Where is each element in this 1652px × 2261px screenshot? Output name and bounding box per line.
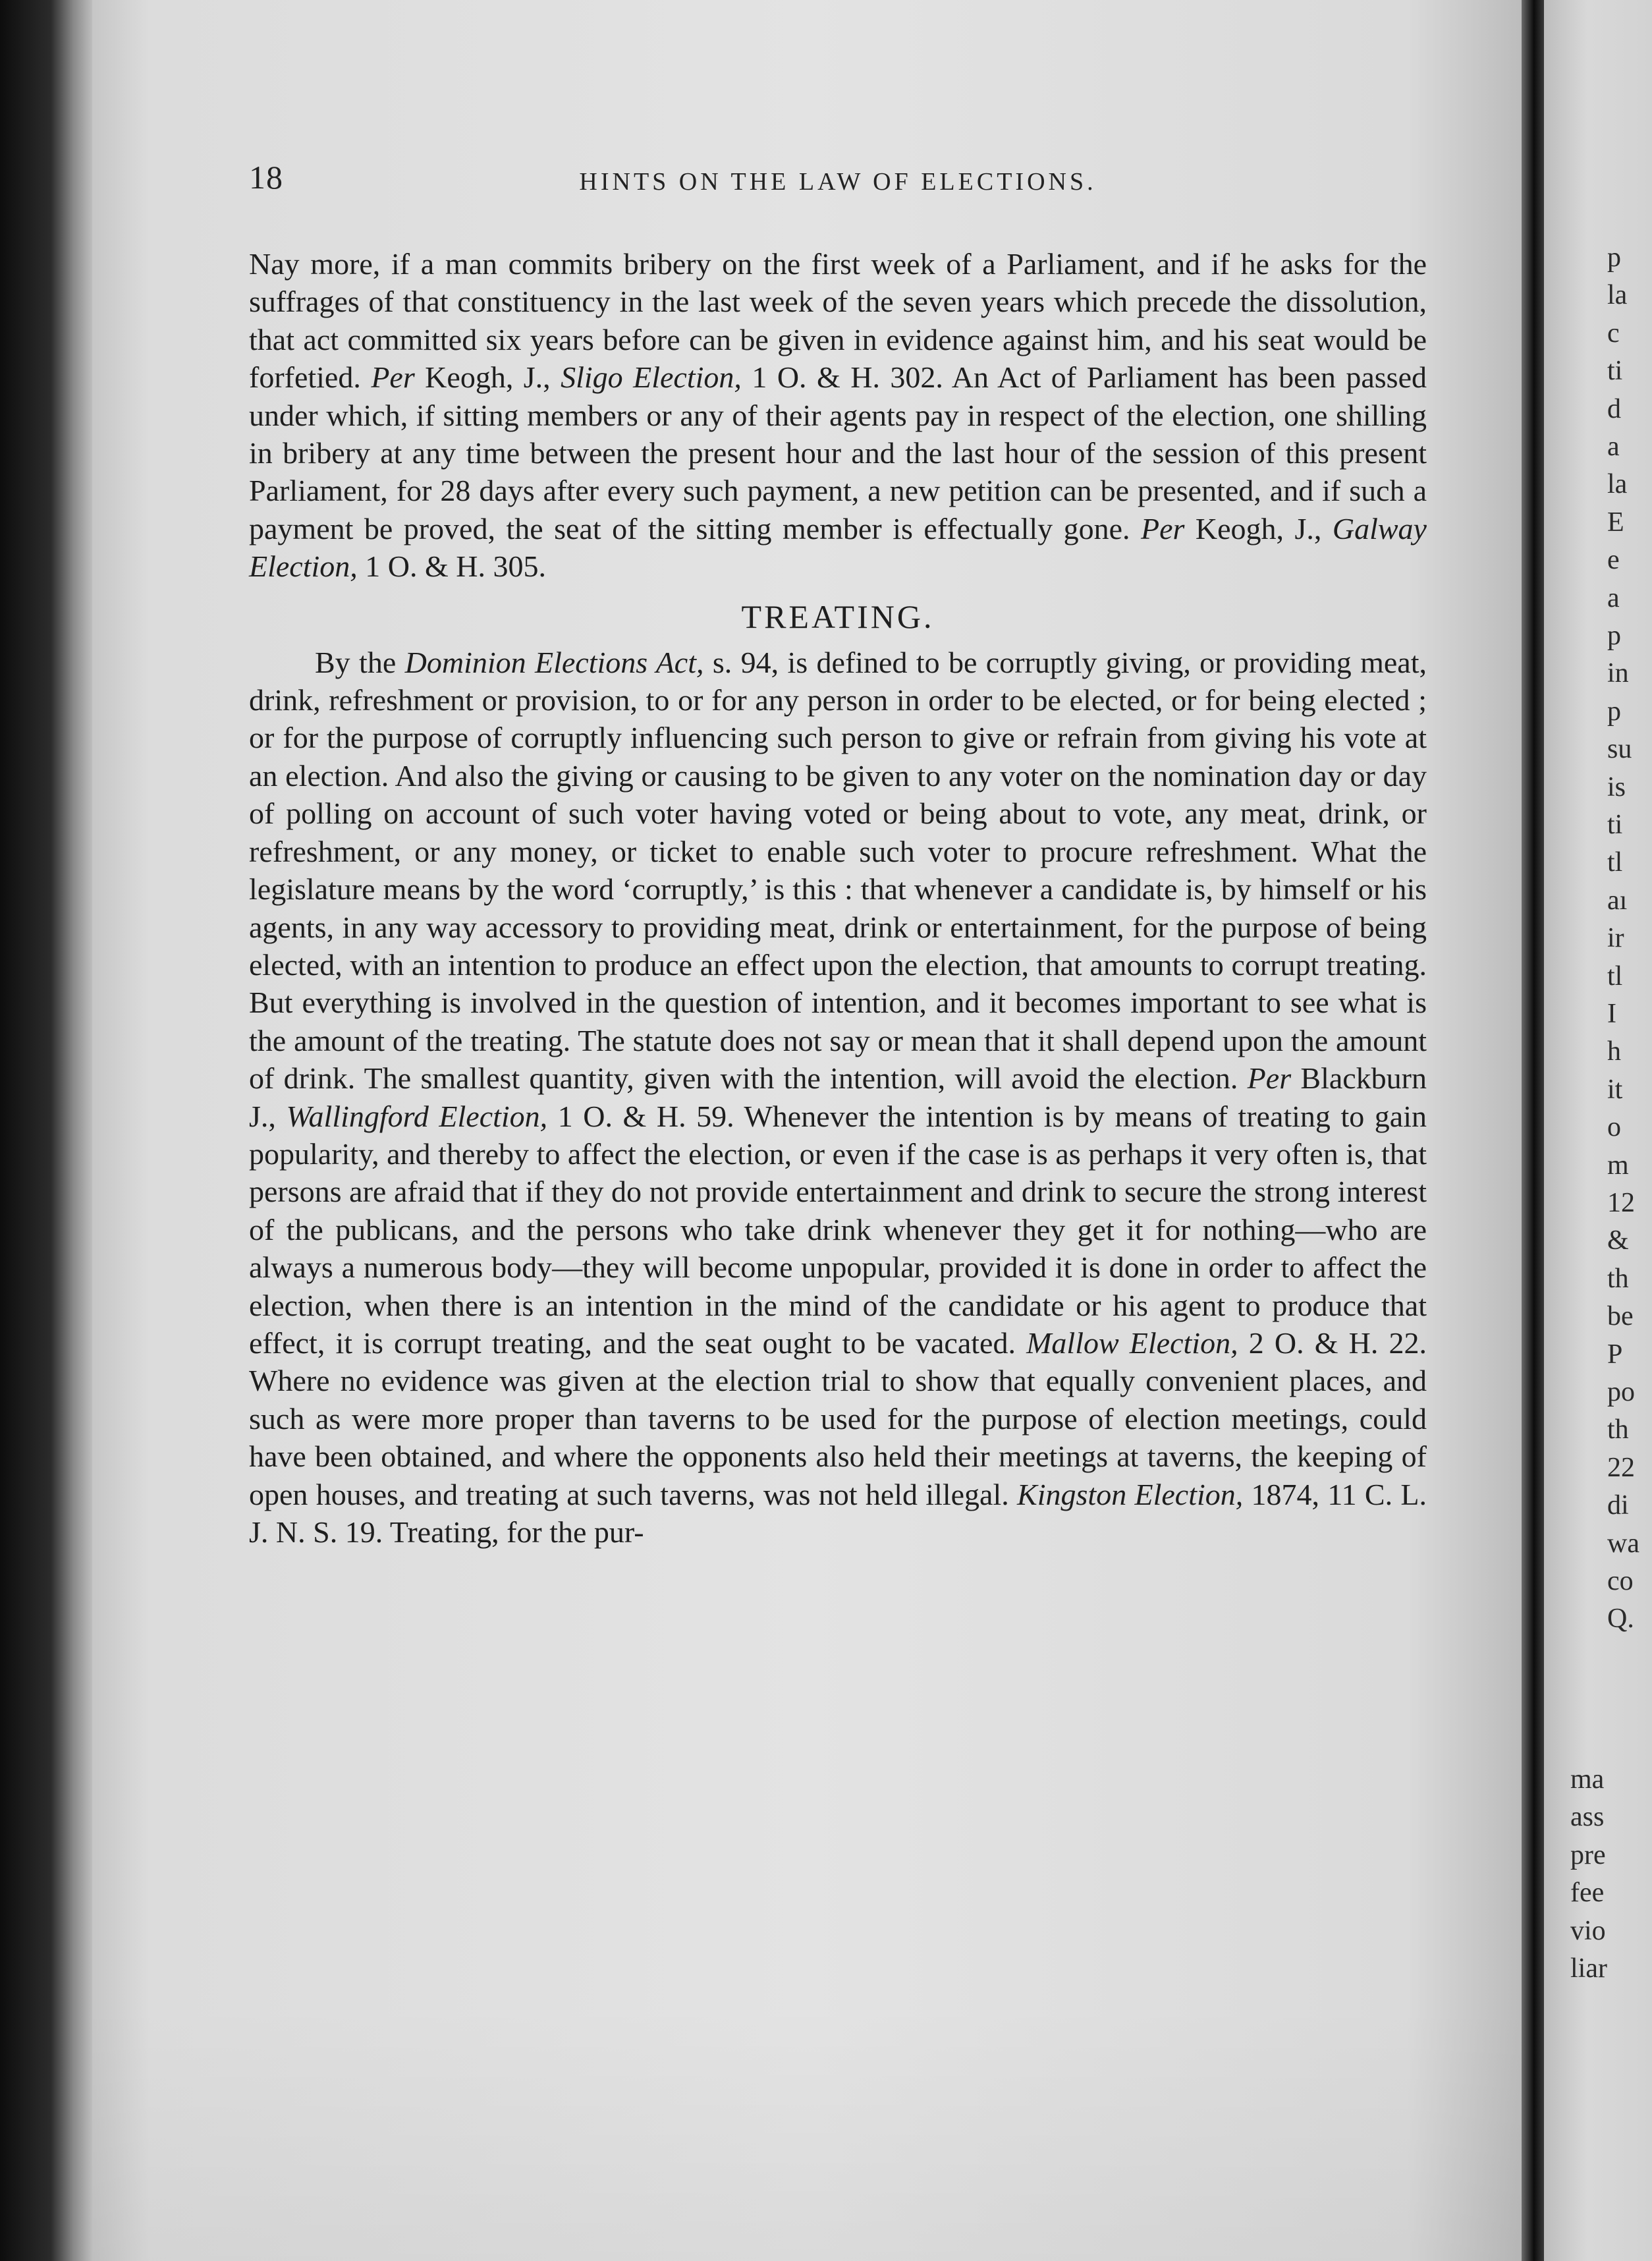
facing-page-text-fragment: p <box>1607 621 1621 651</box>
scan-left-edge <box>0 0 92 2261</box>
facing-page-text-fragment: th <box>1607 1414 1629 1445</box>
paragraph-treating: By the Dominion Elections Act, s. 94, is defined to be corruptly giving, or providing meat, drink, refreshment or provision, to or for any person in order to be elected, or for being elected ; or for the purpose of corruptly influencing such person to give or refrain from giving his vote at an election. And also the giving or causing to be given to any voter on the nomination day or day of polling on account of such voter having voted or being about to vote, any meat, drink, or refreshment, or any money, or ticket to enable such voter to procure refreshment. What the legislature means by the word ‘corruptly,’ is this : that whenever a candidate is, by himself or his agents, in any way accessory to providing meat, drink or entertainment, for the purpose of being elected, with an intention to produce an effect upon the election, that amounts to corrupt treating. But everything is involved in the question of intention, and it becomes important to see what is the amount of the treating. The statute does not say or mean that it shall depend upon the amount of drink. The smallest quantity, given with the intention, will avoid the election. Per Blackburn J., Wallingford Election, 1 O. & H. 59. Whenever the intention is by means of treating to gain popularity, and thereby to affect the election, or even if the case is as perhaps it very often is, that persons are afraid that if they do not provide entertainment and drink to secure the strong interest of the publicans, and the persons who take drink whenever they get it for nothing—who are always a numerous body—they will become unpopular, provided it is done in order to affect the election, when there is an intention in the mind of the candidate or his agent to produce that effect, it is corrupt treating, and the seat ought to be vacated. Mallow Election, 2 O. & H. 22. Where no evidence was given at the election trial to show that equally convenient places, and such as were more proper than taverns to be used for the purpose of election meetings, could have been obtained, and where the opponents also held their meetings at taverns, the keeping of open houses, and treating at such taverns, was not held illegal. Kingston Election, 1874, 11 C. L. J. N. S. 19. Treating, for the pur- <box>249 645 1427 1549</box>
facing-page-text-fragment: be <box>1607 1301 1634 1332</box>
facing-page-text-fragment: wa <box>1607 1528 1639 1559</box>
facing-page-text-fragment: po <box>1607 1377 1635 1407</box>
facing-page-text-fragment: 12 <box>1607 1188 1635 1218</box>
facing-page-fragment <box>1544 0 1652 2261</box>
facing-page-text-fragment: in <box>1607 658 1629 689</box>
facing-page-text-fragment: pre <box>1570 1839 1606 1870</box>
facing-page-text-fragment: a <box>1607 432 1620 462</box>
section-heading: TREATING. <box>741 598 935 635</box>
facing-page-text-fragment: m <box>1607 1150 1629 1181</box>
facing-page-text-fragment: is <box>1607 771 1626 802</box>
facing-page-text-fragment: & <box>1607 1225 1629 1256</box>
page-number: 18 <box>249 159 283 196</box>
facing-page-text-fragment: ma <box>1570 1764 1605 1795</box>
facing-page-text-fragment: su <box>1607 734 1632 765</box>
facing-page-text-fragment: la <box>1607 280 1628 311</box>
facing-page-text-fragment: aı <box>1607 885 1628 916</box>
page-shading <box>92 2003 1522 2261</box>
facing-page-text-fragment: 22 <box>1607 1452 1635 1483</box>
facing-page-text-fragment: c <box>1607 318 1620 349</box>
facing-page-text-fragment: p <box>1607 242 1621 273</box>
facing-page-text-fragment: h <box>1607 1036 1621 1067</box>
facing-page-text-fragment: vio <box>1570 1915 1606 1946</box>
facing-page-text-fragment: o <box>1607 1112 1621 1143</box>
facing-page-text-fragment: I <box>1607 999 1616 1029</box>
facing-page-text-fragment: P <box>1607 1339 1623 1370</box>
facing-page-text-fragment: co <box>1607 1566 1634 1596</box>
facing-page-text-fragment: tl <box>1607 961 1623 991</box>
facing-page-text-fragment: p <box>1607 696 1621 727</box>
facing-page-text-fragment: la <box>1607 469 1628 500</box>
facing-page-text-fragment: ass <box>1570 1802 1605 1833</box>
facing-page-text-fragment: a <box>1607 582 1620 613</box>
facing-page-text-fragment: liar <box>1570 1953 1607 1984</box>
page-header <box>249 158 1427 204</box>
running-title: HINTS ON THE LAW OF ELECTIONS. <box>579 168 1097 196</box>
paragraph-bribery-continued: Nay more, if a man commits bribery on the first week of a Parliament, and if he asks for the suffrages of that constituency in the last week of the seven years which precede the dissolution, that act committed six years before can be given in evidence against him, and his seat would be forfetied. Per Keogh, J., Sligo Election, 1 O. & H. 302. An Act of Parliament has been passed under which, if sitting members or any of their agents pay in respect of the election, one shilling in bribery at any time between the present hour and the last hour of the session of this present Parliament, for 28 days after every such payment, a new petition can be presented, and if such a payment be proved, the seat of the sitting member is effectually gone. Per Keogh, J., Galway Election, 1 O. & H. 305. <box>249 247 1427 584</box>
facing-page-text-fragment: ti <box>1607 810 1623 840</box>
facing-page-text-fragment: th <box>1607 1263 1629 1294</box>
facing-page-text-fragment: Q. <box>1607 1604 1634 1634</box>
facing-page-text-fragment: ir <box>1607 923 1624 954</box>
facing-page-text-fragment: e <box>1607 545 1620 576</box>
page-body <box>249 245 1427 1551</box>
facing-page-text-fragment: tl <box>1607 847 1623 878</box>
facing-page-text-fragment: d <box>1607 393 1621 424</box>
facing-page-text-fragment: ti <box>1607 356 1623 387</box>
facing-page-text-fragment: E <box>1607 507 1624 538</box>
facing-page-text-fragment: fee <box>1570 1878 1605 1909</box>
book-gutter <box>1522 0 1544 2261</box>
facing-page-text-fragment: di <box>1607 1490 1629 1521</box>
facing-page-text-fragment: it <box>1607 1074 1623 1105</box>
